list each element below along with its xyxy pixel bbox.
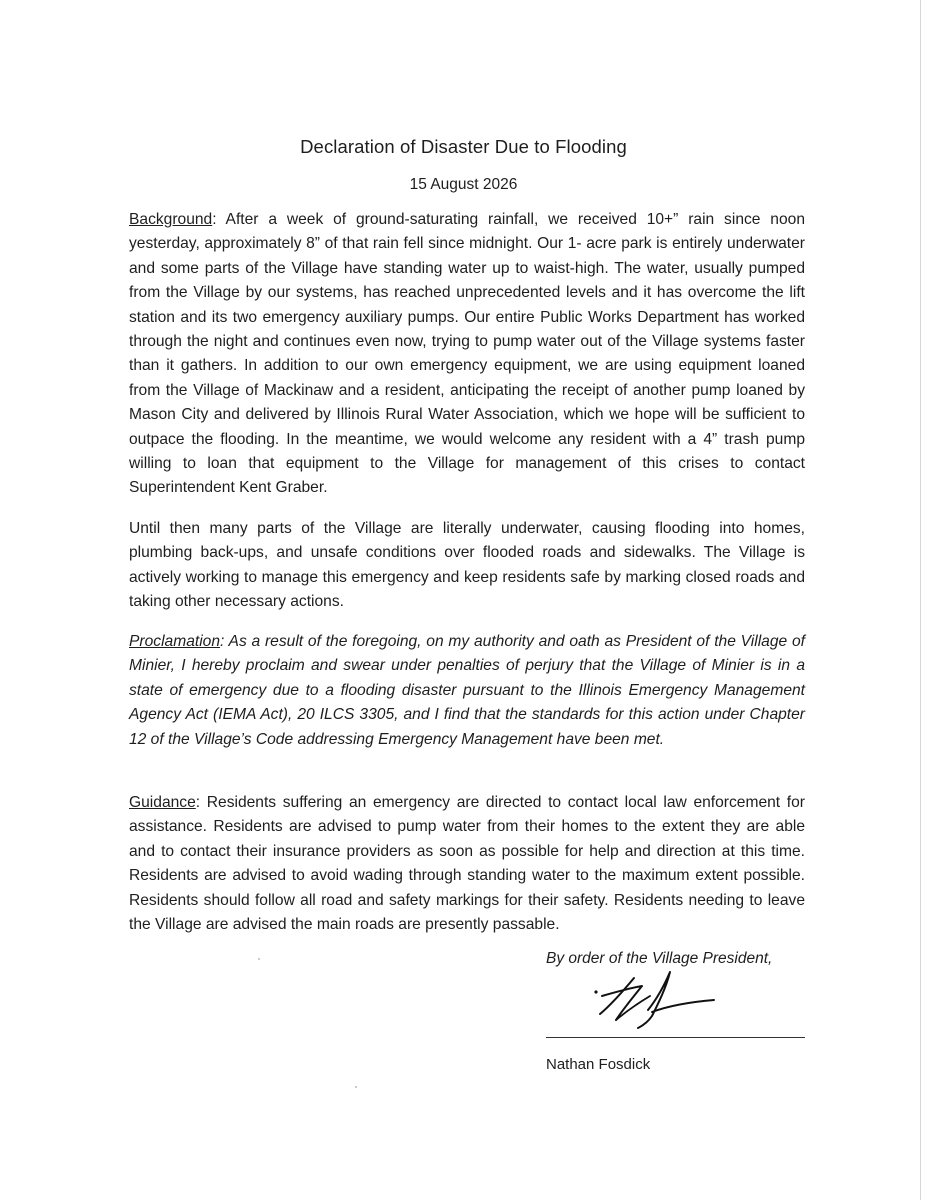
guidance-paragraph: [129, 791, 805, 937]
background-heading: Background: [129, 211, 213, 228]
background-text: : After a week of ground-saturating rainfall, we received 10+” rain since noon yesterday, approximately 8” of that rain fell since midnight. Our 1- acre park is entirely underwater and some parts of the Village have standing water up to waist-high. The water, usually pumped from the Village by our systems, has reached unprecedented levels and it has overcome the lift station and its two emergency auxiliary pumps. Our entire Public Works Department has worked through the night and continues even now, trying to pump water out of the Village systems faster than it gathers. In addition to our own emergency equipment, we are using equipment loaned from the Village of Mackinaw and a resident, anticipating the receipt of another pump loaned by Mason City and delivered by Illinois Rural Water Association, which we hope will be sufficient to outpace the flooding. In the meantime, we would welcome any resident with a 4” trash pump willing to loan that equipment to the Village for management of this crises to contact Superintendent Kent Graber.: [129, 211, 805, 497]
proclamation-heading: Proclamation: [129, 633, 221, 650]
guidance-text: : Residents suffering an emergency are directed to contact local law enforcement for assistance. Residents are advised to pump water from their homes to the extent they are able and to contact their insurance providers as soon as possible for help and direction at this time. Residents are advised to avoid wading through standing water to the maximum extent possible. Residents should follow all road and safety markings for their safety. Residents needing to leave the Village are advised the main roads are presently passable.: [129, 794, 805, 934]
document-date: 15 August 2026: [409, 176, 518, 193]
scan-speck: [258, 958, 260, 960]
signature-image: [590, 968, 720, 1032]
guidance-heading: Guidance: [129, 794, 196, 811]
until-then-paragraph: Until then many parts of the Village are literally underwater, causing flooding into homes, plumbing back-ups, and unsafe conditions over flooded roads and sidewalks. The Village is actively working to manage this emergency and keep residents safe by marking closed roads and taking other necessary actions.: [129, 520, 805, 611]
signer-name: Nathan Fosdick: [546, 1056, 651, 1073]
background-paragraph: [129, 208, 805, 501]
proclamation-text: : As a result of the foregoing, on my authority and oath as President of the Village of Minier, I hereby proclaim and swear under penalties of perjury that the Village of Minier is in a state of emergency due to a flooding disaster pursuant to the Illinois Emergency Management Agency Act (IEMA Act), 20 ILCS 3305, and I find that the standards for this action under Chapter 12 of the Village’s Code addressing Emergency Management have been met.: [129, 633, 805, 748]
document-title: Declaration of Disaster Due to Flooding: [300, 136, 627, 157]
scan-speck: [355, 1086, 357, 1088]
closing-line: By order of the Village President,: [546, 950, 773, 967]
signature-line: [546, 1037, 805, 1038]
proclamation-paragraph: [129, 630, 805, 752]
